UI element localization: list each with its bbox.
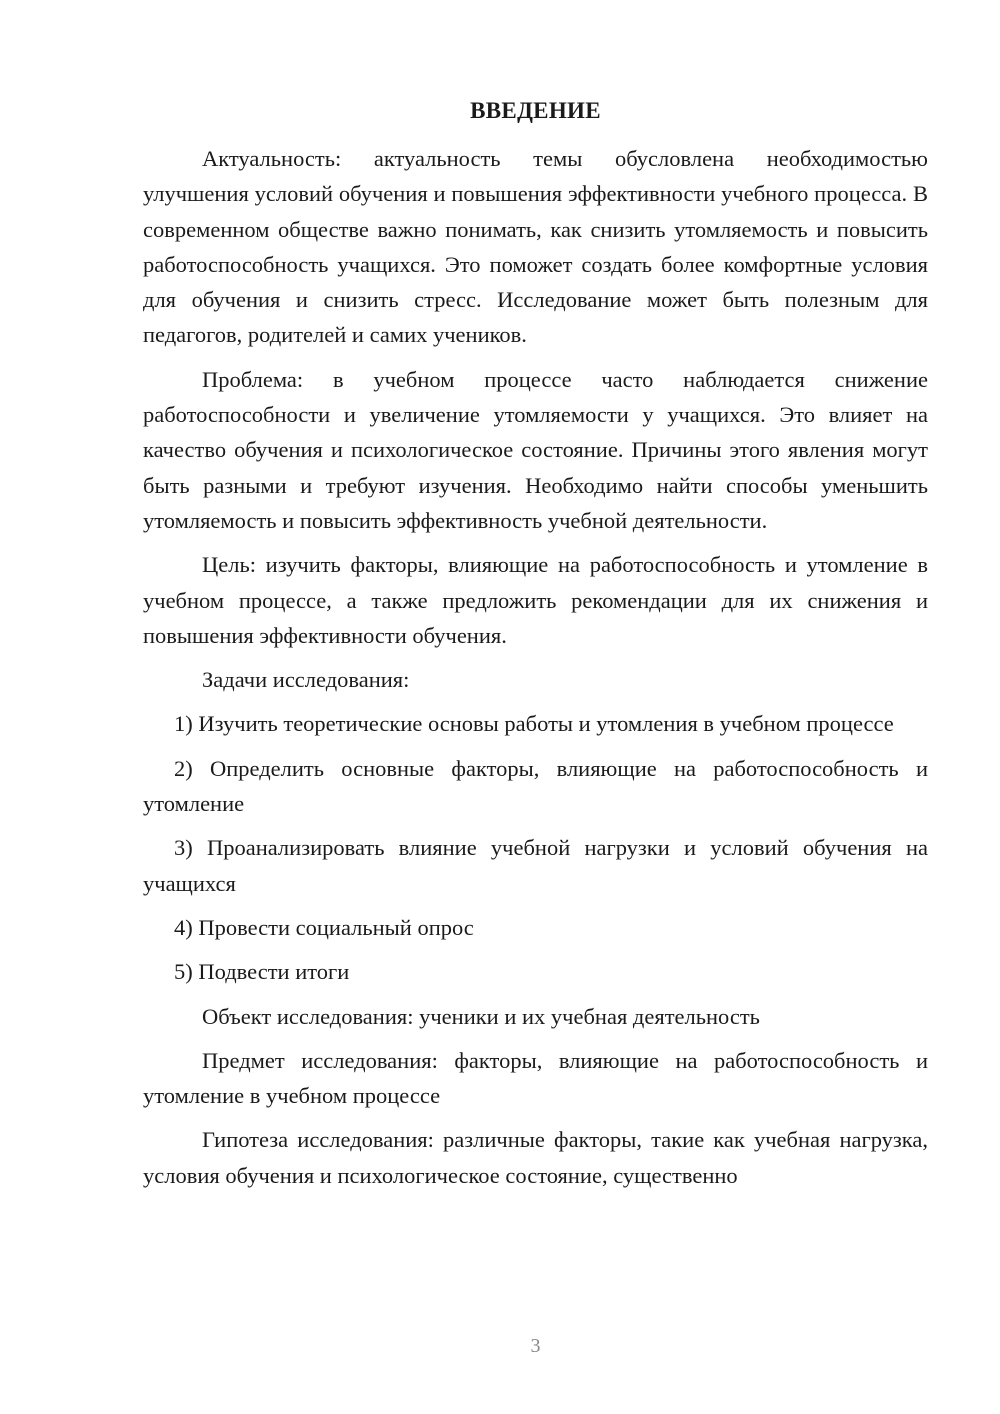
paragraph-subject: Предмет исследования: факторы, влияющие на работоспособность и утомление в учебном процессе bbox=[143, 1047, 928, 1109]
page-number: 3 bbox=[530, 1335, 541, 1357]
list-item-task-3: 3) Проанализировать влияние учебной нагрузки и условий обучения на учащихся bbox=[143, 835, 928, 896]
list-item-task-5: 5) Подвести итоги bbox=[174, 959, 350, 985]
page-title: ВВЕДЕНИЕ bbox=[470, 98, 601, 123]
paragraph-goal: Цель: изучить факторы, влияющие на работоспособность и утомление в учебном процессе, а также предложить рекомендации для их снижения и повышения эффективности обучения. bbox=[143, 552, 928, 648]
paragraph-tasks-heading: Задачи исследования: bbox=[202, 667, 410, 693]
paragraph-object: Объект исследования: ученики и их учебная деятельность bbox=[202, 1003, 760, 1029]
list-item-task-4: 4) Провести социальный опрос bbox=[174, 914, 474, 940]
paragraph-problem: Проблема: в учебном процессе часто наблюдается снижение работоспособности и увеличение утомляемости у учащихся. Это влияет на качество обучения и психологическое состояние. Причины этого явления могут быть разными и требуют изучения. Необходимо найти способы уменьшить утомляемость и повысить эффективность учебной деятельности. bbox=[143, 366, 928, 533]
list-item-task-2: 2) Определить основные факторы, влияющие на работоспособность и утомление bbox=[143, 755, 928, 817]
paragraph-hypothesis: Гипотеза исследования: различные факторы, такие как учебная нагрузка, условия обучения и психологическое состояние, существенно bbox=[143, 1127, 928, 1188]
paragraph-relevance: Актуальность: актуальность темы обусловлена необходимостью улучшения условий обучения и повышения эффективности учебного процесса. В современном обществе важно понимать, как снизить утомляемость и повысить работоспособность учащихся. Это поможет создать более комфортные условия для обучения и снизить стресс. Исследование может быть полезным для педагогов, родителей и самих учеников. bbox=[143, 146, 928, 348]
document-page bbox=[143, 0, 928, 1414]
body-text bbox=[143, 141, 928, 1202]
list-item-task-1: 1) Изучить теоретические основы работы и утомления в учебном процессе bbox=[174, 711, 894, 737]
